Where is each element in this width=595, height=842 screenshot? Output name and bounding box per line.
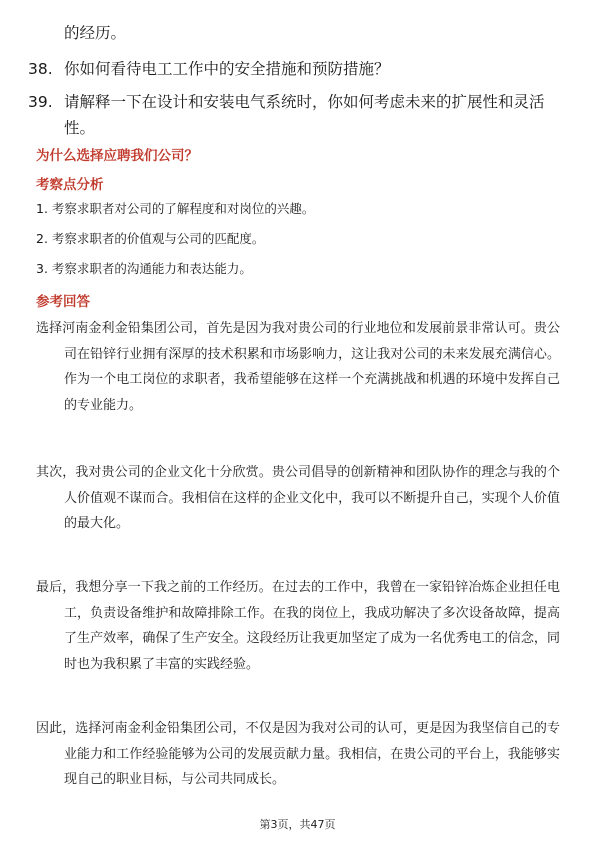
analysis-item: 3. 考察求职者的沟通能力和表达能力。 — [36, 261, 252, 276]
question-item — [28, 89, 568, 141]
answer-heading: 参考回答 — [36, 294, 90, 310]
question-text: 你如何看待电工工作中的安全措施和预防措施？ — [64, 60, 390, 78]
section-heading: 为什么选择应聘我们公司？ — [36, 148, 198, 164]
analysis-item: 2. 考察求职者的价值观与公司的匹配度。 — [36, 231, 265, 246]
analysis-list — [36, 199, 556, 289]
analysis-item: 1. 考察求职者对公司的了解程度和对岗位的兴趣。 — [36, 201, 315, 216]
question-number: 39. — [28, 93, 53, 111]
answer-paragraph: 选择河南金利金铅集团公司，首先是因为我对贵公司的行业地位和发展前景非常认可。贵公司在铅锌行业拥有深厚的技术积累和市场影响力，这让我对公司的未来发展充满信心。作为一个电工岗位的求职者，我希望能够在这样一个充满挑战和机遇的环境中发挥自己的专业能力。 — [36, 321, 560, 413]
answer-paragraph: 最后，我想分享一下我之前的工作经历。在过去的工作中，我曾在一家铅锌冶炼企业担任电工，负责设备维护和故障排除工作。在我的岗位上，我成功解决了多次设备故障，提高了生产效率，确保了生产安全。这段经历让我更加坚定了成为一名优秀电工的信念，同时也为我积累了丰富的实践经验。 — [36, 580, 560, 672]
question-text: 请解释一下在设计和安装电气系统时，你如何考虑未来的扩展性和灵活性。 — [64, 93, 545, 137]
analysis-heading: 考察点分析 — [36, 177, 104, 193]
answer-paragraph: 其次，我对贵公司的企业文化十分欣赏。贵公司倡导的创新精神和团队协作的理念与我的个人价值观不谋而合。我相信在这样的企业文化中，我可以不断提升自己，实现个人价值的最大化。 — [36, 465, 560, 531]
question-number: 38. — [28, 60, 53, 78]
question-item — [28, 56, 568, 82]
answer-paragraph: 因此，选择河南金利金铅集团公司，不仅是因为我对公司的认可，更是因为我坚信自己的专业能力和工作经验能够为公司的发展贡献力量。我相信，在贵公司的平台上，我能够实现自己的职业目标，与公司共同成长。 — [36, 721, 560, 787]
page-footer: 第3页，共47页 — [259, 818, 336, 831]
question-continuation: 的经历。 — [64, 24, 127, 42]
